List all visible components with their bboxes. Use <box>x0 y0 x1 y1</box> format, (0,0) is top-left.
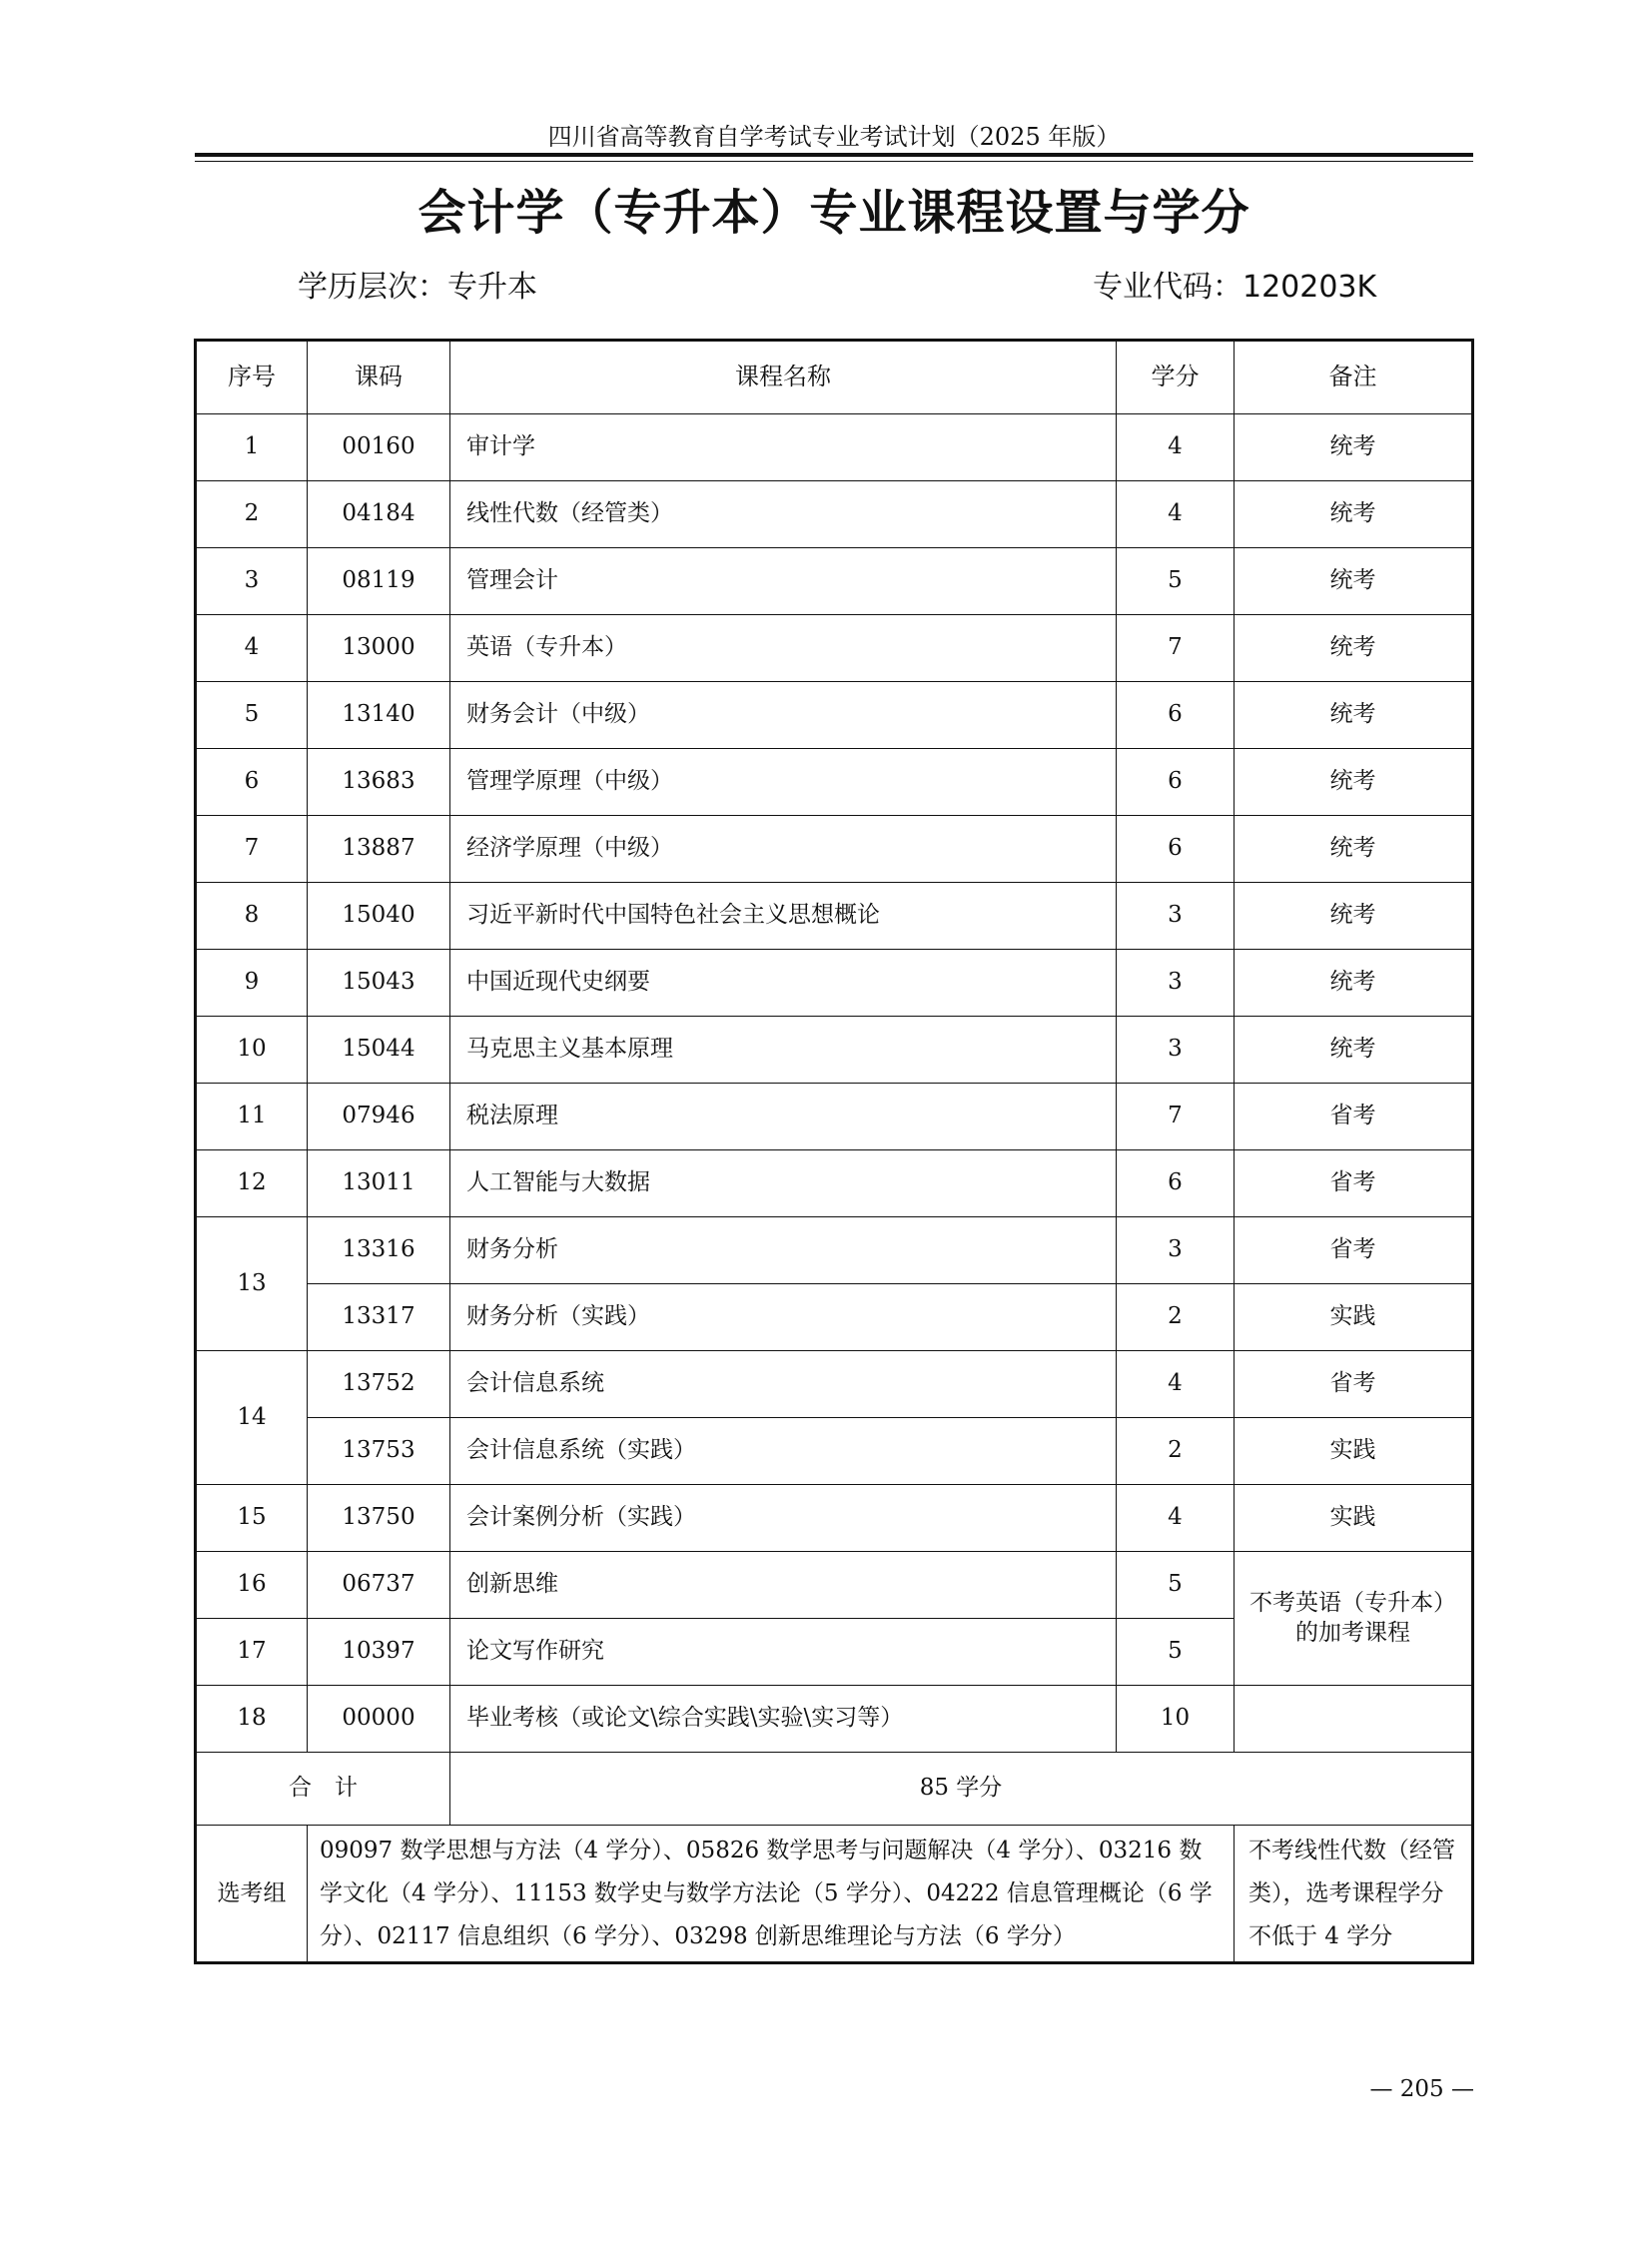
table-row <box>196 1485 1473 1552</box>
elective-label: 选考组 <box>196 1826 308 1963</box>
name-cell: 经济学原理（中级） <box>450 816 1117 883</box>
name-cell: 会计信息系统（实践） <box>450 1418 1117 1485</box>
seq-cell: 1 <box>196 414 308 481</box>
code-cell: 13011 <box>308 1150 450 1217</box>
credit-cell: 10 <box>1117 1686 1235 1753</box>
header-rule <box>195 153 1473 157</box>
credit-cell: 5 <box>1117 548 1235 615</box>
seq-cell: 16 <box>196 1552 308 1619</box>
name-cell: 财务分析 <box>450 1217 1117 1284</box>
code-cell: 13140 <box>308 682 450 749</box>
code-cell: 00000 <box>308 1686 450 1753</box>
name-cell: 毕业考核（或论文\综合实践\实验\实习等） <box>450 1686 1117 1753</box>
name-cell: 习近平新时代中国特色社会主义思想概论 <box>450 883 1117 950</box>
elective-row <box>196 1826 1473 1963</box>
code-cell: 15044 <box>308 1017 450 1084</box>
header-code: 课码 <box>308 341 450 414</box>
note-cell: 省考 <box>1235 1351 1473 1418</box>
note-cell: 统考 <box>1235 749 1473 816</box>
note-cell <box>1235 1686 1473 1753</box>
name-cell: 会计案例分析（实践） <box>450 1485 1117 1552</box>
table-row <box>196 1284 1473 1351</box>
table-row <box>196 414 1473 481</box>
education-level: 学历层次：专升本 <box>298 270 537 305</box>
seq-cell: 6 <box>196 749 308 816</box>
code-cell: 15040 <box>308 883 450 950</box>
table-row <box>196 1084 1473 1150</box>
seq-cell: 15 <box>196 1485 308 1552</box>
credit-cell: 6 <box>1117 816 1235 883</box>
table-row <box>196 1150 1473 1217</box>
table-row <box>196 749 1473 816</box>
table-row <box>196 1217 1473 1284</box>
table-row <box>196 950 1473 1017</box>
table-row <box>196 816 1473 883</box>
note-cell: 统考 <box>1235 481 1473 548</box>
note-cell: 实践 <box>1235 1418 1473 1485</box>
seq-cell: 9 <box>196 950 308 1017</box>
credit-cell: 2 <box>1117 1418 1235 1485</box>
table-row <box>196 615 1473 682</box>
name-cell: 财务分析（实践） <box>450 1284 1117 1351</box>
code-cell: 13316 <box>308 1217 450 1284</box>
header-credit: 学分 <box>1117 341 1235 414</box>
course-table <box>194 339 1474 1964</box>
name-cell: 会计信息系统 <box>450 1351 1117 1418</box>
note-cell: 省考 <box>1235 1217 1473 1284</box>
table-row <box>196 1418 1473 1485</box>
seq-cell: 3 <box>196 548 308 615</box>
table-row <box>196 481 1473 548</box>
total-value: 85 学分 <box>450 1753 1473 1826</box>
name-cell: 马克思主义基本原理 <box>450 1017 1117 1084</box>
seq-cell: 11 <box>196 1084 308 1150</box>
name-cell: 线性代数（经管类） <box>450 481 1117 548</box>
credit-cell: 6 <box>1117 682 1235 749</box>
code-cell: 13753 <box>308 1418 450 1485</box>
name-cell: 英语（专升本） <box>450 615 1117 682</box>
credit-cell: 4 <box>1117 481 1235 548</box>
code-cell: 08119 <box>308 548 450 615</box>
code-cell: 07946 <box>308 1084 450 1150</box>
table-row <box>196 1351 1473 1418</box>
total-row <box>196 1753 1473 1826</box>
code-cell: 13750 <box>308 1485 450 1552</box>
table-row <box>196 548 1473 615</box>
note-cell: 统考 <box>1235 615 1473 682</box>
note-cell: 实践 <box>1235 1485 1473 1552</box>
credit-cell: 5 <box>1117 1552 1235 1619</box>
table-row <box>196 1552 1473 1619</box>
code-cell: 13752 <box>308 1351 450 1418</box>
code-cell: 04184 <box>308 481 450 548</box>
code-cell: 15043 <box>308 950 450 1017</box>
header-name: 课程名称 <box>450 341 1117 414</box>
table-row <box>196 883 1473 950</box>
name-cell: 管理学原理（中级） <box>450 749 1117 816</box>
credit-cell: 4 <box>1117 414 1235 481</box>
credit-cell: 7 <box>1117 1084 1235 1150</box>
seq-cell: 8 <box>196 883 308 950</box>
note-cell: 统考 <box>1235 414 1473 481</box>
code-cell: 00160 <box>308 414 450 481</box>
page-title: 会计学（专升本）专业课程设置与学分 <box>417 185 1250 241</box>
elective-courses: 09097 数学思想与方法（4 学分）、05826 数学思考与问题解决（4 学分）、03216 数学文化（4 学分）、11153 数学史与数学方法论（5 学分）、04222 信息管理概论（6 学分）、02117 信息组织（6 学分）、03298 创新思维理论与方法（6 学分） <box>308 1826 1235 1963</box>
credit-cell: 3 <box>1117 950 1235 1017</box>
credit-cell: 3 <box>1117 1217 1235 1284</box>
seq-cell: 14 <box>196 1351 308 1485</box>
name-cell: 创新思维 <box>450 1552 1117 1619</box>
page-number: — 205 — <box>1369 2076 1474 2102</box>
note-cell: 实践 <box>1235 1284 1473 1351</box>
credit-cell: 6 <box>1117 1150 1235 1217</box>
header-seq: 序号 <box>196 341 308 414</box>
credit-cell: 6 <box>1117 749 1235 816</box>
name-cell: 审计学 <box>450 414 1117 481</box>
name-cell: 财务会计（中级） <box>450 682 1117 749</box>
code-cell: 10397 <box>308 1619 450 1686</box>
code-cell: 06737 <box>308 1552 450 1619</box>
seq-cell: 13 <box>196 1217 308 1351</box>
credit-cell: 3 <box>1117 883 1235 950</box>
seq-cell: 4 <box>196 615 308 682</box>
table-row <box>196 1686 1473 1753</box>
name-cell: 论文写作研究 <box>450 1619 1117 1686</box>
header-rule-thin <box>195 161 1473 162</box>
credit-cell: 7 <box>1117 615 1235 682</box>
note-cell: 省考 <box>1235 1150 1473 1217</box>
note-cell: 统考 <box>1235 883 1473 950</box>
seq-cell: 5 <box>196 682 308 749</box>
header-note: 备注 <box>1235 341 1473 414</box>
note-cell: 统考 <box>1235 682 1473 749</box>
total-label: 合 计 <box>196 1753 450 1826</box>
seq-cell: 2 <box>196 481 308 548</box>
credit-cell: 5 <box>1117 1619 1235 1686</box>
table-header-row <box>196 341 1473 414</box>
name-cell: 管理会计 <box>450 548 1117 615</box>
code-cell: 13000 <box>308 615 450 682</box>
note-cell: 统考 <box>1235 816 1473 883</box>
running-header: 四川省高等教育自学考试专业考试计划（2025 年版） <box>547 123 1121 151</box>
note-cell: 不考英语（专升本）的加考课程 <box>1235 1552 1473 1686</box>
credit-cell: 3 <box>1117 1017 1235 1084</box>
seq-cell: 7 <box>196 816 308 883</box>
note-cell: 统考 <box>1235 1017 1473 1084</box>
credit-cell: 4 <box>1117 1485 1235 1552</box>
note-cell: 统考 <box>1235 950 1473 1017</box>
note-cell: 统考 <box>1235 548 1473 615</box>
name-cell: 人工智能与大数据 <box>450 1150 1117 1217</box>
table-row <box>196 682 1473 749</box>
code-cell: 13683 <box>308 749 450 816</box>
name-cell: 税法原理 <box>450 1084 1117 1150</box>
note-cell: 省考 <box>1235 1084 1473 1150</box>
seq-cell: 17 <box>196 1619 308 1686</box>
name-cell: 中国近现代史纲要 <box>450 950 1117 1017</box>
seq-cell: 10 <box>196 1017 308 1084</box>
elective-note: 不考线性代数（经管类），选考课程学分不低于 4 学分 <box>1235 1826 1473 1963</box>
seq-cell: 12 <box>196 1150 308 1217</box>
code-cell: 13317 <box>308 1284 450 1351</box>
table-row <box>196 1017 1473 1084</box>
credit-cell: 2 <box>1117 1284 1235 1351</box>
credit-cell: 4 <box>1117 1351 1235 1418</box>
seq-cell: 18 <box>196 1686 308 1753</box>
major-code: 专业代码：120203K <box>1093 270 1377 305</box>
code-cell: 13887 <box>308 816 450 883</box>
